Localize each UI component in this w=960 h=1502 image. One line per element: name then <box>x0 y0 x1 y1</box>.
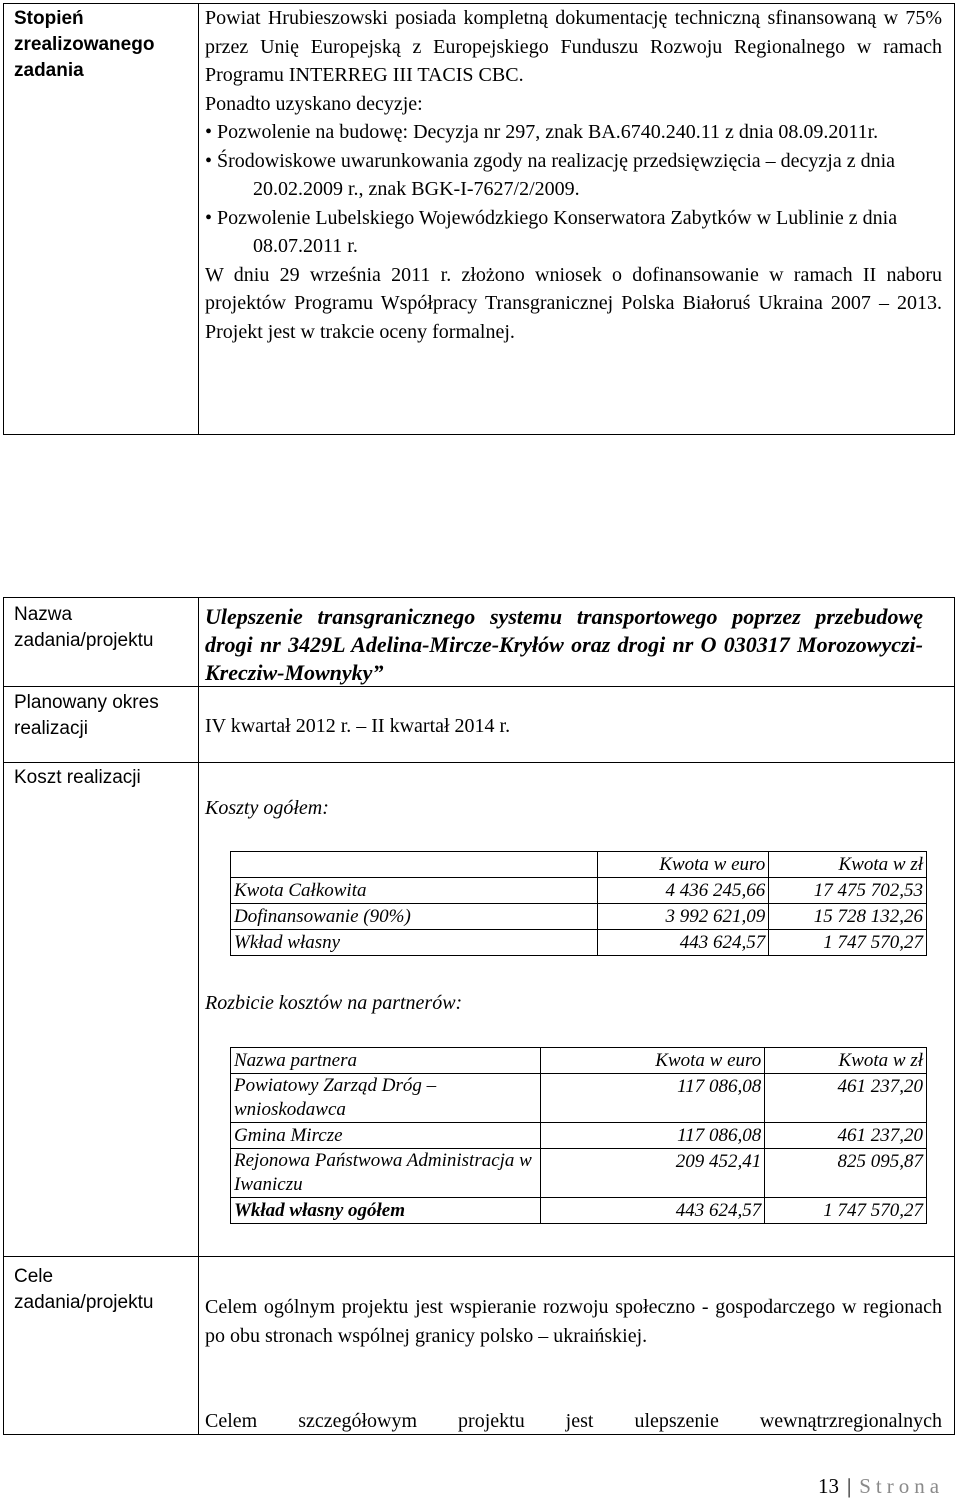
table-cell: 443 624,57 <box>540 1198 765 1224</box>
table-cell: Kwota Całkowita <box>231 878 598 904</box>
table-row <box>231 1149 927 1198</box>
row-divider-cost <box>3 1256 955 1257</box>
bullet-icon: • <box>205 149 213 172</box>
project-table-divider <box>198 597 199 1435</box>
table-row <box>231 878 927 904</box>
status-paragraph-application: W dniu 29 września 2011 r. złożono wniosek o dofinansowanie w ramach II naboru projektów Programu Współpracy Transgranicznej Polska Białoruś Ukraina 2007 – 2013. Projekt jest w trakcie oceny formalnej. <box>205 263 942 343</box>
table-row <box>231 852 927 878</box>
page-word: Strona <box>859 1474 945 1498</box>
table-row <box>231 1048 927 1074</box>
project-name-value: Ulepszenie transgranicznego systemu transportowego poprzez przebudowę drogi nr 3429L Adelina-Mircze-Kryłów oraz drogi nr O 030317 Morozowyczi-Krecziw-Mownyky” <box>205 604 923 685</box>
table-cell: 1 747 570,27 <box>769 930 927 956</box>
table-cell: 17 475 702,53 <box>769 878 927 904</box>
table-cell: 3 992 621,09 <box>598 904 769 930</box>
table-row <box>231 904 927 930</box>
partners-heading: Rozbicie kosztów na partnerów: <box>205 992 463 1014</box>
table-header-cell: Kwota w zł <box>769 852 927 878</box>
table-cell: 443 624,57 <box>598 930 769 956</box>
status-table-divider <box>198 3 199 435</box>
decision-item-environmental <box>205 147 942 204</box>
decision-text: Pozwolenie Lubelskiego Wojewódzkiego Konserwatora Zabytków w Lublinie z dnia 08.07.2011 r. <box>217 206 898 257</box>
status-paragraph-decisions: Ponadto uzyskano decyzje: <box>205 92 423 115</box>
table-cell: Wkład własny <box>231 930 598 956</box>
decision-text: Środowiskowe uwarunkowania zgody na realizację przedsięwzięcia – decyzja z dnia 20.02.2009 r., znak BGK-I-7627/2/2009. <box>217 149 896 200</box>
table-cell: 461 237,20 <box>765 1074 927 1123</box>
table-cell: 461 237,20 <box>765 1123 927 1149</box>
row-divider-period <box>3 762 955 763</box>
table-cell: 15 728 132,26 <box>769 904 927 930</box>
table-cell: Rejonowa Państwowa Administracja w Iwaniczu <box>231 1149 541 1198</box>
status-label: Stopień zrealizowanego zadania <box>14 8 155 81</box>
table-cell: Gmina Mircze <box>231 1123 541 1149</box>
partners-table <box>230 1047 927 1224</box>
table-cell: 4 436 245,66 <box>598 878 769 904</box>
table-cell: 209 452,41 <box>540 1149 765 1198</box>
table-row <box>231 930 927 956</box>
table-cell: 117 086,08 <box>540 1074 765 1123</box>
table-cell: 117 086,08 <box>540 1123 765 1149</box>
page-footer <box>818 1474 944 1499</box>
table-cell: Wkład własny ogółem <box>231 1198 541 1224</box>
table-cell: 825 095,87 <box>765 1149 927 1198</box>
goals-paragraph-specific: Celem szczegółowym projektu jest ulepszenie wewnątrzregionalnych <box>205 1410 942 1432</box>
project-name-label: Nazwa zadania/projektu <box>14 604 154 651</box>
table-row <box>231 1123 927 1149</box>
table-cell: Dofinansowanie (90%) <box>231 904 598 930</box>
footer-separator: | <box>847 1474 852 1498</box>
status-paragraph-intro: Powiat Hrubieszowski posiada kompletną dokumentację techniczną sfinansowaną w 75% przez Unię Europejską z Europejskiego Funduszu Rozwoju Regionalnego w ramach Programu INTERREG III TACIS CBC. <box>205 7 942 86</box>
table-header-cell: Kwota w euro <box>540 1048 765 1074</box>
costs-heading: Koszty ogółem: <box>205 797 329 819</box>
period-value: IV kwartał 2012 r. – II kwartał 2014 r. <box>205 715 511 737</box>
bullet-icon: • <box>205 121 213 143</box>
table-header-cell: Kwota w euro <box>598 852 769 878</box>
table-header-cell <box>231 852 598 878</box>
table-row <box>231 1198 927 1224</box>
table-cell: Powiatowy Zarząd Dróg – wnioskodawca <box>231 1074 541 1123</box>
decision-text: Pozwolenie na budowę: Decyzja nr 297, znak BA.6740.240.11 z dnia 08.09.2011r. <box>217 121 879 143</box>
bullet-icon: • <box>205 206 213 229</box>
page-number: 13 <box>818 1474 839 1498</box>
cost-label: Koszt realizacji <box>14 767 141 788</box>
status-content <box>205 4 942 346</box>
goals-paragraph-general: Celem ogólnym projektu jest wspieranie rozwoju społeczno - gospodarczego w regionach po obu stronach wspólnej granicy polsko – ukraińskiej. <box>205 1296 942 1347</box>
table-cell: 1 747 570,27 <box>765 1198 927 1224</box>
costs-table <box>230 851 927 956</box>
table-header-cell: Kwota w zł <box>765 1048 927 1074</box>
table-header-cell: Nazwa partnera <box>231 1048 541 1074</box>
decision-item-monuments <box>205 204 942 261</box>
decision-item-building-permit <box>205 118 942 147</box>
table-row <box>231 1074 927 1123</box>
period-label: Planowany okres realizacji <box>14 692 159 739</box>
goals-label: Cele zadania/projektu <box>14 1266 154 1313</box>
